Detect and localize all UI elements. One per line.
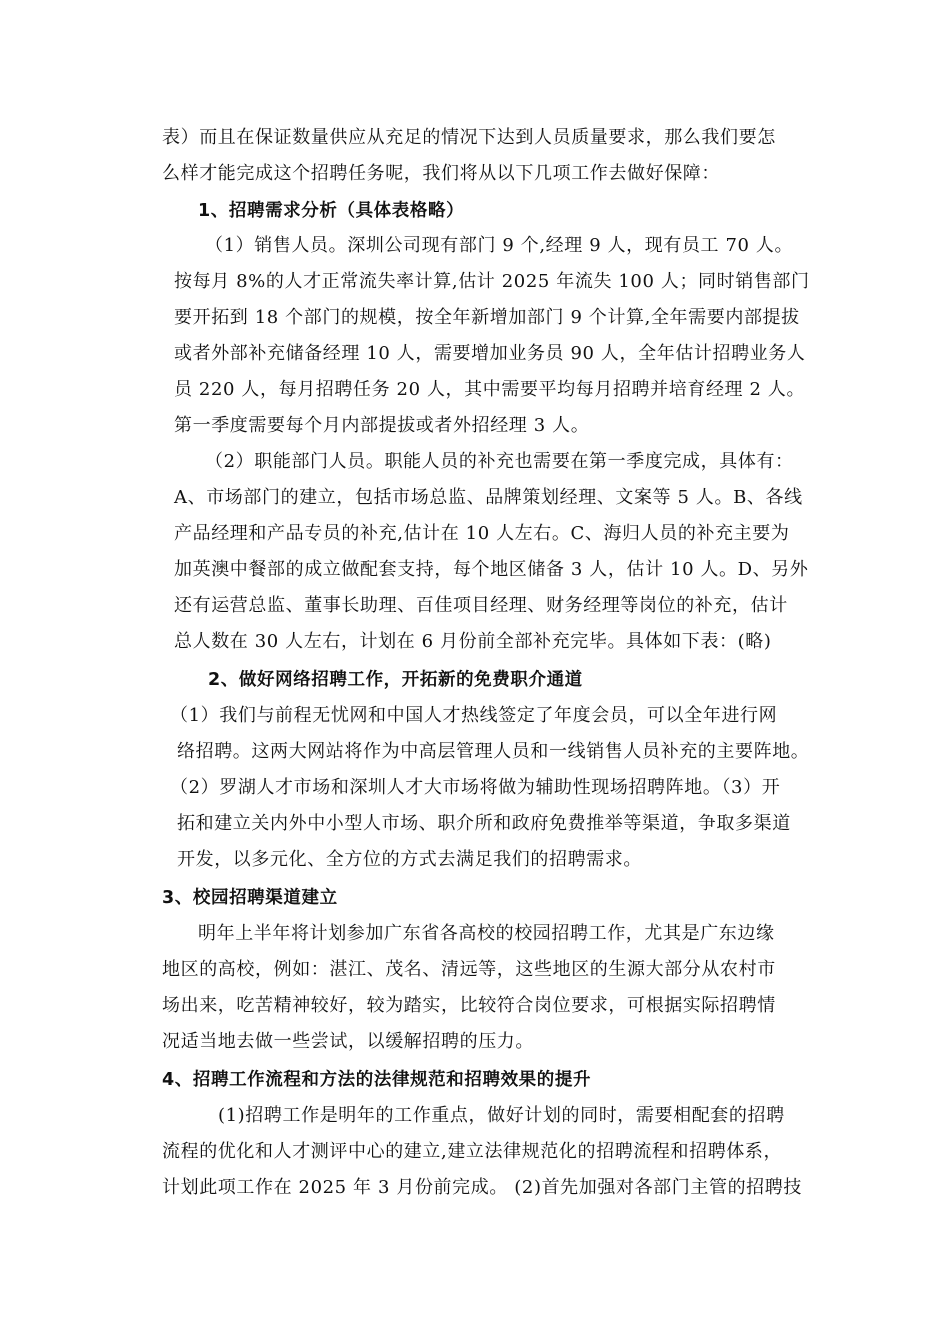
body-text-line: 计划此项工作在 2025 年 3 月份前完成。 (2)首先加强对各部门主管的招聘技	[162, 1177, 802, 1198]
body-text-line: 明年上半年将计划参加广东省各高校的校园招聘工作，尤其是广东边缘	[198, 923, 775, 944]
body-text-line: （2）职能部门人员。职能人员的补充也需要在第一季度完成，具体有：	[205, 451, 794, 472]
body-text-line: 么样才能完成这个招聘任务呢，我们将从以下几项工作去做好保障：	[162, 163, 720, 184]
body-text-line: 加英澳中餐部的成立做配套支持，每个地区储备 3 人，估计 10 人。D、另外	[174, 559, 809, 580]
body-text-line: （1）我们与前程无忧网和中国人才热线签定了年度会员，可以全年进行网	[170, 705, 778, 726]
body-text-line: 还有运营总监、董事长助理、百佳项目经理、财务经理等岗位的补充，估计	[174, 595, 788, 616]
body-text-line: （1）销售人员。深圳公司现有部门 9 个,经理 9 人，现有员工 70 人。	[205, 235, 794, 256]
body-text-line: 流程的优化和人才测评中心的建立,建立法律规范化的招聘流程和招聘体系，	[162, 1141, 783, 1162]
body-text-line: 员 220 人，每月招聘任务 20 人，其中需要平均每月招聘并培育经理 2 人。	[174, 379, 806, 400]
body-text-line: (1)招聘工作是明年的工作重点，做好计划的同时，需要相配套的招聘	[218, 1105, 785, 1126]
section-heading-1: 1、招聘需求分析（具体表格略）	[198, 201, 465, 221]
body-text-line: 按每月 8%的人才正常流失率计算,估计 2025 年流失 100 人；同时销售部门	[174, 271, 810, 292]
section-heading-3: 3、校园招聘渠道建立	[162, 888, 338, 908]
body-text-line: 总人数在 30 人左右，计划在 6 月份前全部补充完毕。具体如下表：(略)	[174, 631, 772, 652]
body-text-line: 产品经理和产品专员的补充,估计在 10 人左右。C、海归人员的补充主要为	[174, 523, 790, 544]
section-heading-2: 2、做好网络招聘工作，开拓新的免费职介通道	[208, 670, 583, 690]
body-text-line: （2）罗湖人才市场和深圳人才大市场将做为辅助性现场招聘阵地。（3）开	[170, 777, 781, 798]
body-text-line: A、市场部门的建立，包括市场总监、品牌策划经理、文案等 5 人。B、各线	[174, 487, 803, 508]
body-text-line: 开发，以多元化、全方位的方式去满足我们的招聘需求。	[177, 849, 642, 870]
section-heading-4: 4、招聘工作流程和方法的法律规范和招聘效果的提升	[162, 1070, 592, 1090]
body-text-line: 拓和建立关内外中小型人市场、职介所和政府免费推举等渠道，争取多渠道	[177, 813, 791, 834]
body-text-line: 络招聘。这两大网站将作为中高层管理人员和一线销售人员补充的主要阵地。	[177, 741, 810, 762]
body-text-line: 场出来，吃苦精神较好，较为踏实，比较符合岗位要求，可根据实际招聘情	[162, 995, 776, 1016]
body-text-line: 第一季度需要每个月内部提拔或者外招经理 3 人。	[174, 415, 590, 436]
body-text-line: 表）而且在保证数量供应从充足的情况下达到人员质量要求，那么我们要怎	[162, 127, 776, 148]
body-text-line: 要开拓到 18 个部门的规模，按全年新增加部门 9 个计算,全年需要内部提拔	[174, 307, 800, 328]
body-text-line: 况适当地去做一些尝试，以缓解招聘的压力。	[162, 1031, 534, 1052]
body-text-line: 或者外部补充储备经理 10 人，需要增加业务员 90 人，全年估计招聘业务人	[174, 343, 806, 364]
body-text-line: 地区的高校，例如：湛江、茂名、清远等，这些地区的生源大部分从农村市	[162, 959, 776, 980]
